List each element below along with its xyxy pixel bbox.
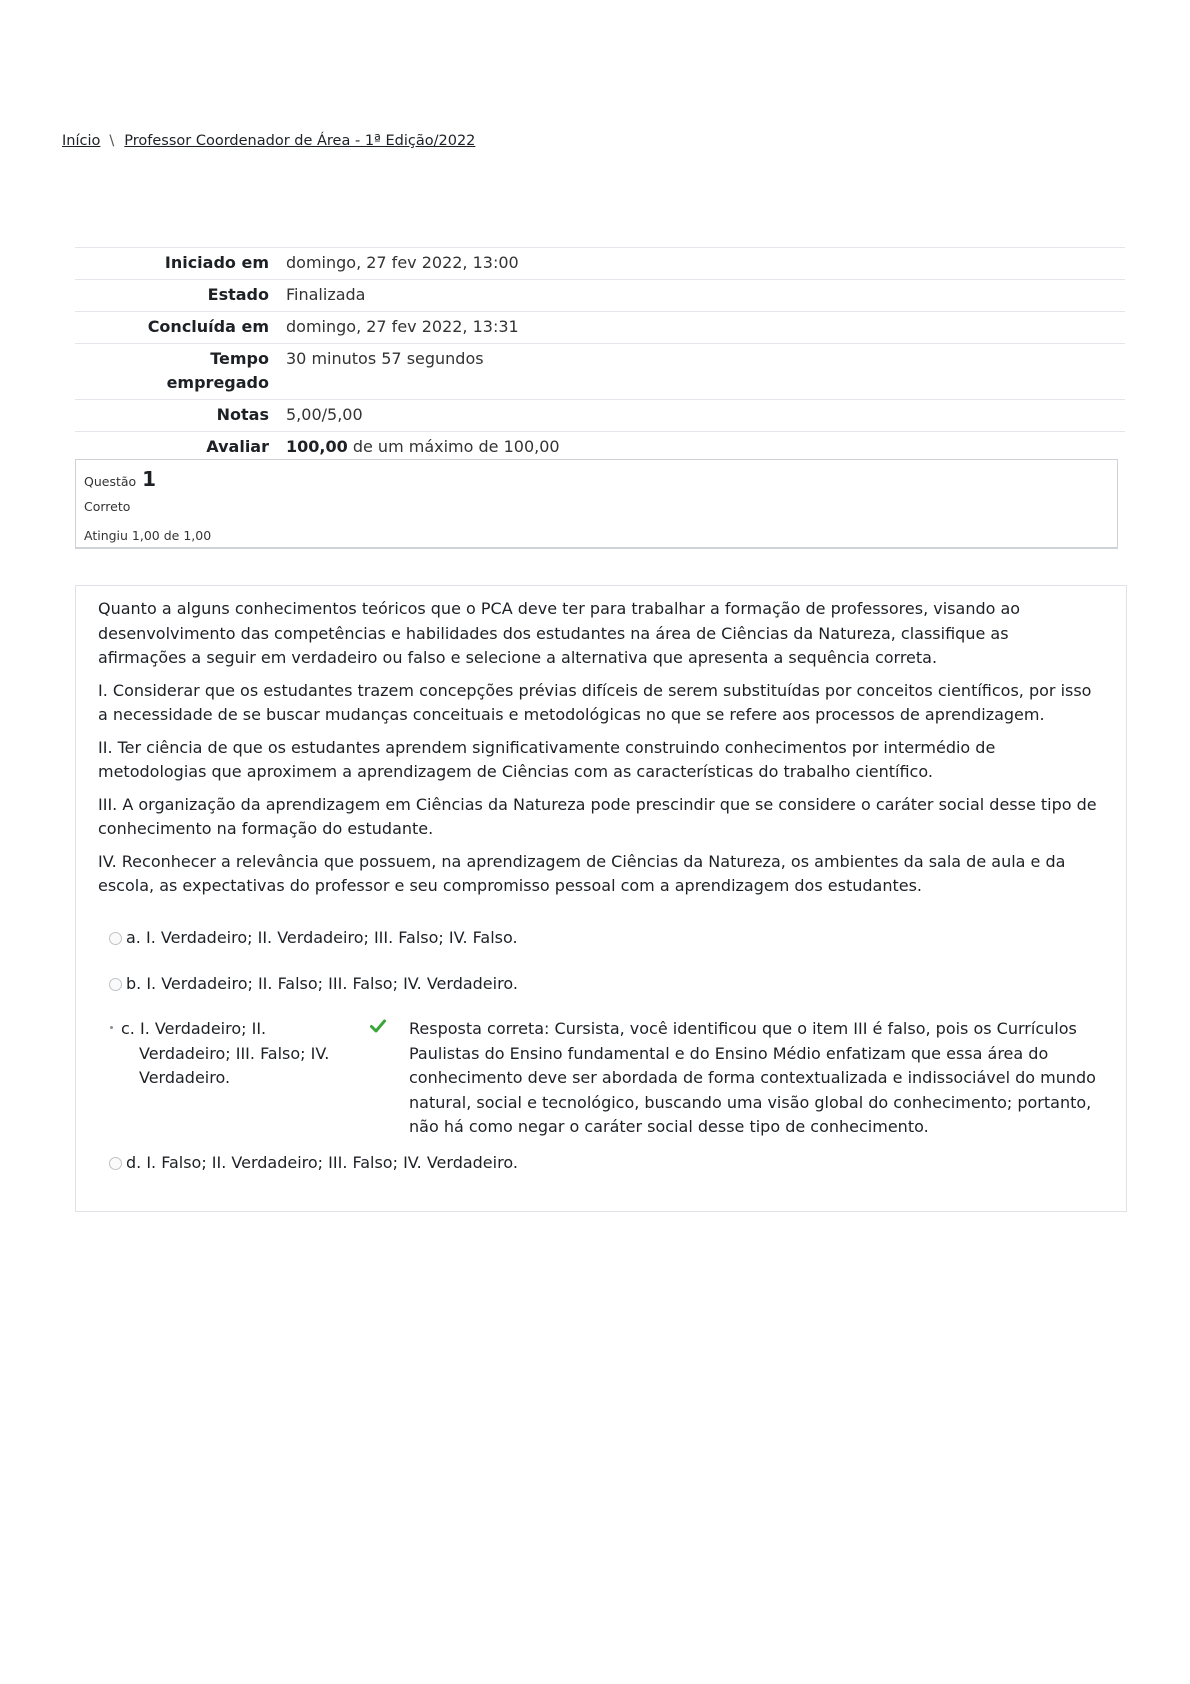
summary-row-started [75, 248, 1125, 280]
question-paragraph: II. Ter ciência de que os estudantes aprendem significativamente construindo conhecimentos por intermédio de metodologias que aproximem a aprendizagem de Ciências com as características do trabalho científico. [98, 737, 996, 781]
summary-label: Tempo empregado [166, 349, 269, 392]
question-paragraph: Quanto a alguns conhecimentos teóricos que o PCA deve ter para trabalhar a formação de professores, visando ao desenvolvimento das competências e habilidades dos estudantes na área de Ciências da Natureza, classifique as afirmações a seguir em verdadeiro ou falso e selecione a alternativa que apresenta a sequência correta. [98, 599, 1021, 667]
answer-label-d: d. I. Falso; II. Verdadeiro; III. Falso; IV. Verdadeiro. [126, 1153, 518, 1172]
summary-row-time-taken [75, 344, 1125, 400]
summary-label: Estado [207, 285, 269, 304]
answer-option-c[interactable] [109, 1017, 1119, 1137]
question-number [84, 467, 156, 491]
summary-value: domingo, 27 fev 2022, 13:31 [286, 317, 519, 336]
radio-button-a[interactable] [109, 932, 122, 945]
breadcrumb-home-link[interactable]: Início [62, 133, 101, 149]
answer-option-d[interactable] [109, 1151, 518, 1176]
answer-label-c: c. I. Verdadeiro; II. Verdadeiro; III. Falso; IV. Verdadeiro. [121, 1019, 330, 1087]
attempt-summary-table [75, 247, 1125, 463]
answer-label-a: a. I. Verdadeiro; II. Verdadeiro; III. Falso; IV. Falso. [126, 928, 518, 947]
summary-label: Concluída em [147, 317, 269, 336]
radio-button-b[interactable] [109, 978, 122, 991]
answer-label-b: b. I. Verdadeiro; II. Falso; III. Falso; IV. Verdadeiro. [126, 974, 518, 993]
question-number-value: 1 [142, 467, 157, 491]
summary-label: Iniciado em [164, 253, 269, 272]
question-content [75, 585, 1127, 1212]
summary-value: Finalizada [286, 285, 366, 304]
summary-row-marks [75, 400, 1125, 432]
summary-label: Avaliar [206, 437, 269, 456]
summary-row-state [75, 280, 1125, 312]
question-info-box [75, 459, 1118, 549]
question-paragraph: I. Considerar que os estudantes trazem concepções prévias difíceis de serem substituídas por conceitos científicos, por isso a necessidade de se buscar mudanças conceituais e metodológicas no que se refere aos processos de aprendizagem. [98, 680, 1092, 724]
question-state: Correto [84, 499, 131, 514]
grade-max: de um máximo de 100,00 [347, 437, 560, 456]
question-paragraph: IV. Reconhecer a relevância que possuem, na aprendizagem de Ciências da Natureza, os ambientes da sala de aula e da escola, as expectativas do professor e seu compromisso pessoal com a aprendizagem dos estudantes. [98, 851, 1066, 895]
selected-bullet [110, 1026, 113, 1029]
summary-value: 5,00/5,00 [286, 405, 363, 424]
check-icon [370, 1019, 386, 1033]
summary-label: Notas [216, 405, 269, 424]
answer-option-a[interactable] [109, 926, 518, 951]
question-paragraph: III. A organização da aprendizagem em Ciências da Natureza pode prescindir que se considere o caráter social desse tipo de conhecimento na formação do estudante. [98, 794, 1097, 838]
grade-value: 100,00 [286, 437, 348, 456]
breadcrumb-separator: \ [109, 133, 115, 149]
answer-option-b[interactable] [109, 972, 518, 997]
question-grade: Atingiu 1,00 de 1,00 [84, 528, 212, 543]
question-label: Questão [84, 474, 137, 489]
radio-button-d[interactable] [109, 1157, 122, 1170]
summary-value: 30 minutos 57 segundos [286, 349, 484, 368]
summary-row-completed [75, 312, 1125, 344]
question-text [98, 597, 1098, 907]
summary-value: domingo, 27 fev 2022, 13:00 [286, 253, 519, 272]
answer-feedback: Resposta correta: Cursista, você identificou que o item III é falso, pois os Currículos Paulistas do Ensino fundamental e do Ensino Médio enfatizam que essa área do conhecimento deve ser abordada de forma contextualizada e indissociável do mundo natural, social e tecnológico, buscando uma visão global do conhecimento; portanto, não há como negar o caráter social desse tipo de conhecimento. [409, 1019, 1096, 1136]
breadcrumb [62, 133, 475, 149]
breadcrumb-course-link[interactable]: Professor Coordenador de Área - 1ª Edição/2022 [124, 133, 476, 149]
